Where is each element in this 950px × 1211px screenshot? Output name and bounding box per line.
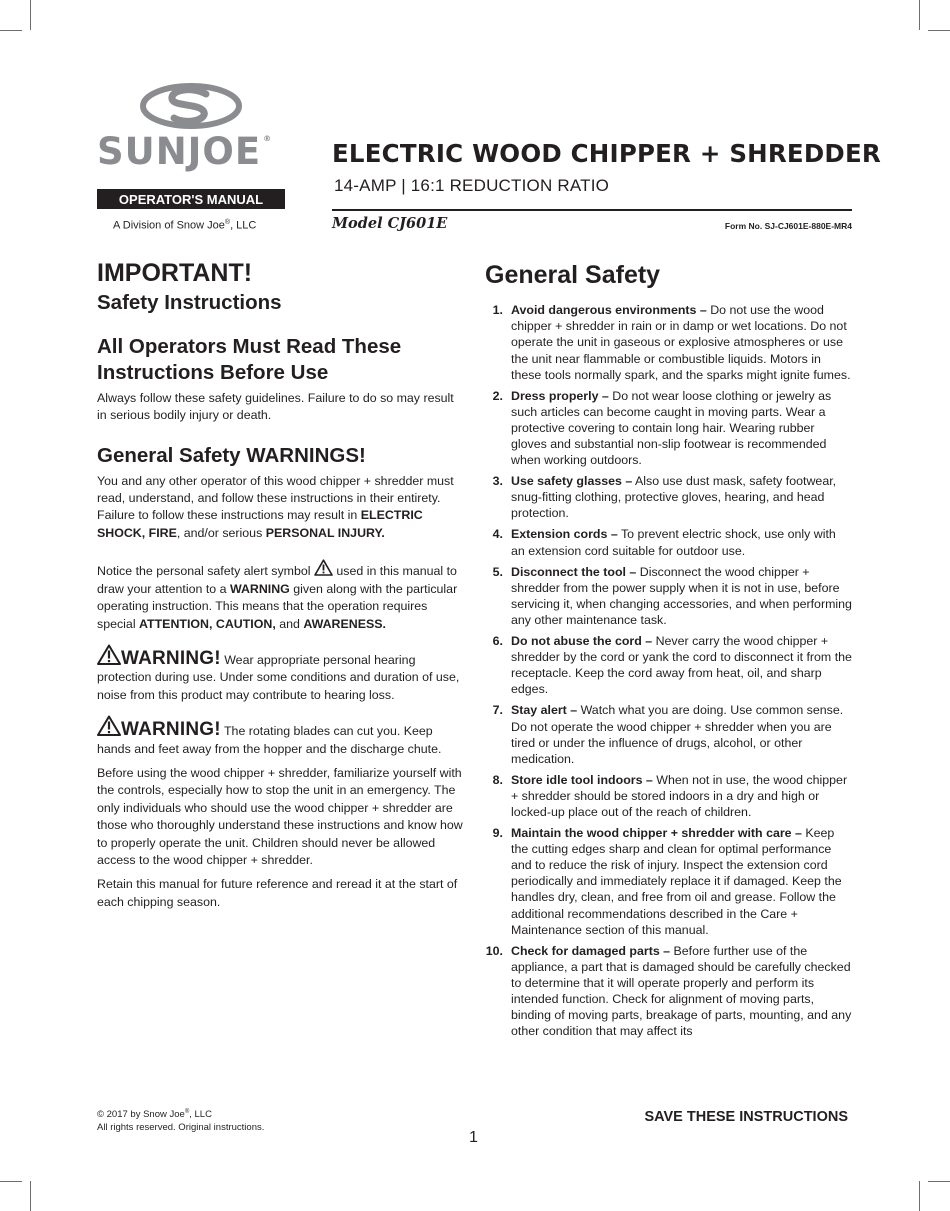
crop-mark [0,30,22,31]
document-subtitle: 14-AMP | 16:1 REDUCTION RATIO [334,176,610,195]
warning-icon [97,715,121,736]
list-item: 6. Do not abuse the cord – Never carry the wood chipper + shredder by the cord or yank the cord to disconnect it from the receptacle. Keep the cord away from heat, oil, and sharp edges. [492,634,852,697]
crop-mark [30,1181,31,1211]
familiarize-paragraph: Before using the wood chipper + shredder, familiarize yourself with the controls, especially how to stop the unit in an emergency. The only individuals who should use the wood chipper + shredder are those who thoroughly understand these instructions and know how to properly operate the unit. Children should never be allowed access to the wood chipper + shredder. [97,765,463,867]
crop-mark [30,0,31,30]
safety-alert-icon [314,559,333,576]
list-item: 2. Dress properly – Do not wear loose clothing or jewelry as such articles can become caught in moving parts. Wear a protective covering to contain long hair. Wearing rubber gloves and substantial non-slip footwear is recommended when working outdoors. [492,388,832,468]
list-item: 8. Store idle tool indoors – When not in use, the wood chipper + shredder should be stored indoors in a dry and high or locked-up place out of the reach of children. [492,772,848,819]
list-item: 7. Stay alert – Watch what you are doing. Use common sense. Do not operate the wood chipper + shredder when you are tired or under the influence of drugs, alcohol, or other medication. [492,703,844,766]
form-number: Form No. SJ-CJ601E-880E-MR4 [724,221,852,231]
list-item: 9. Maintain the wood chipper + shredder with care – Keep the cutting edges sharp and clean for optimal performance and to reduce the risk of injury. Inspect the extension cord periodically and immediately replace it if damaged. Keep the handles dry, clean, and free from oil and grease. Follow the additional recommendations described in the Care + Maintenance section of this manual. [492,826,842,937]
hearing-warning: WARNING! Wear appropriate personal hearing protection during use. Under some conditions and duration of use, noise from this product may contribute to hearing loss. [97,644,465,704]
important-heading: IMPORTANT! [97,259,253,287]
operators-heading: All Operators Must Read These Instructions Before Use [97,334,402,384]
list-item: 1. Avoid dangerous environments – Do not use the wood chipper + shredder in rain or in damp or wet locations. Do not operate the unit in gaseous or explosive atmospheres or use the unit near flammable or combustible liquids. Motors in these tools normally spark, and the sparks might ignite fumes. [492,303,851,382]
document-title: ELECTRIC WOOD CHIPPER + SHREDDER [332,139,881,168]
blade-warning: WARNING! The rotating blades can cut you. Keep hands and feet away from the hopper and the discharge chute. [97,715,465,758]
list-item: 3. Use safety glasses – Also use dust mask, safety footwear, snug-fitting clothing, protective gloves, hearing, and head protection. [492,474,837,521]
general-safety-warnings-heading: General Safety WARNINGS! [97,443,366,467]
warning-icon [97,644,121,665]
copyright: © 2017 by Snow Joe®, LLC All rights reserved. Original instructions. [97,1109,265,1134]
brand-name: SUNJOE ® [97,130,272,173]
retain-manual-paragraph: Retain this manual for future reference and reread it at the start of each chipping season. [97,877,458,909]
right-column [485,260,852,1044]
general-safety-heading: General Safety [485,261,661,289]
crop-mark [928,30,950,31]
crop-mark [928,1181,950,1182]
list-item: 5. Disconnect the tool – Disconnect the wood chipper + shredder from the power supply when it is not in use, before servicing it, when changing accessories, and when performing any other maintenance task. [492,564,852,627]
operators-manual-label: OPERATOR'S MANUAL [97,189,285,209]
safety-alert-paragraph: Notice the personal safety alert symbol used in this manual to draw your attention to a WARNING given along with the particular operating instruction. This means that the operation requires special ATTENTION, CAUTION, and AWARENESS. [97,559,465,633]
safety-instructions-heading: Safety Instructions [97,291,282,315]
crop-mark [919,0,920,30]
general-safety-list [485,302,852,1039]
list-item: 4. Extension cords – To prevent electric shock, use only with an extension cord suitable for outdoor use. [492,527,836,558]
sunjoe-logo-icon [140,82,242,130]
division-text: A Division of Snow Joe®, LLC [113,219,257,232]
save-instructions: SAVE THESE INSTRUCTIONS [644,1109,848,1125]
model-number: Model CJ601E [332,215,448,232]
page-number: 1 [469,1129,478,1146]
operator-paragraph: You and any other operator of this wood chipper + shredder must read, understand, and follow these instructions in their entirety. Failure to follow these instructions may result in ELECTRIC SHOCK, FIRE, and/or serious PERSONAL INJURY. [97,473,454,540]
left-column [97,258,465,911]
header-divider [332,209,852,211]
crop-mark [0,1181,22,1182]
list-item: 10. Check for damaged parts – Before further use of the appliance, a part that is damaged should be carefully checked to determine that it will operate properly and perform its intended function. Check for alignment of moving parts, binding of moving parts, breakage of parts, mounting, and any other condition that may affect its [485,943,852,1039]
crop-mark [919,1181,920,1211]
intro-paragraph: Always follow these safety guidelines. Failure to do so may result in serious bodily injury or death. [97,390,454,423]
